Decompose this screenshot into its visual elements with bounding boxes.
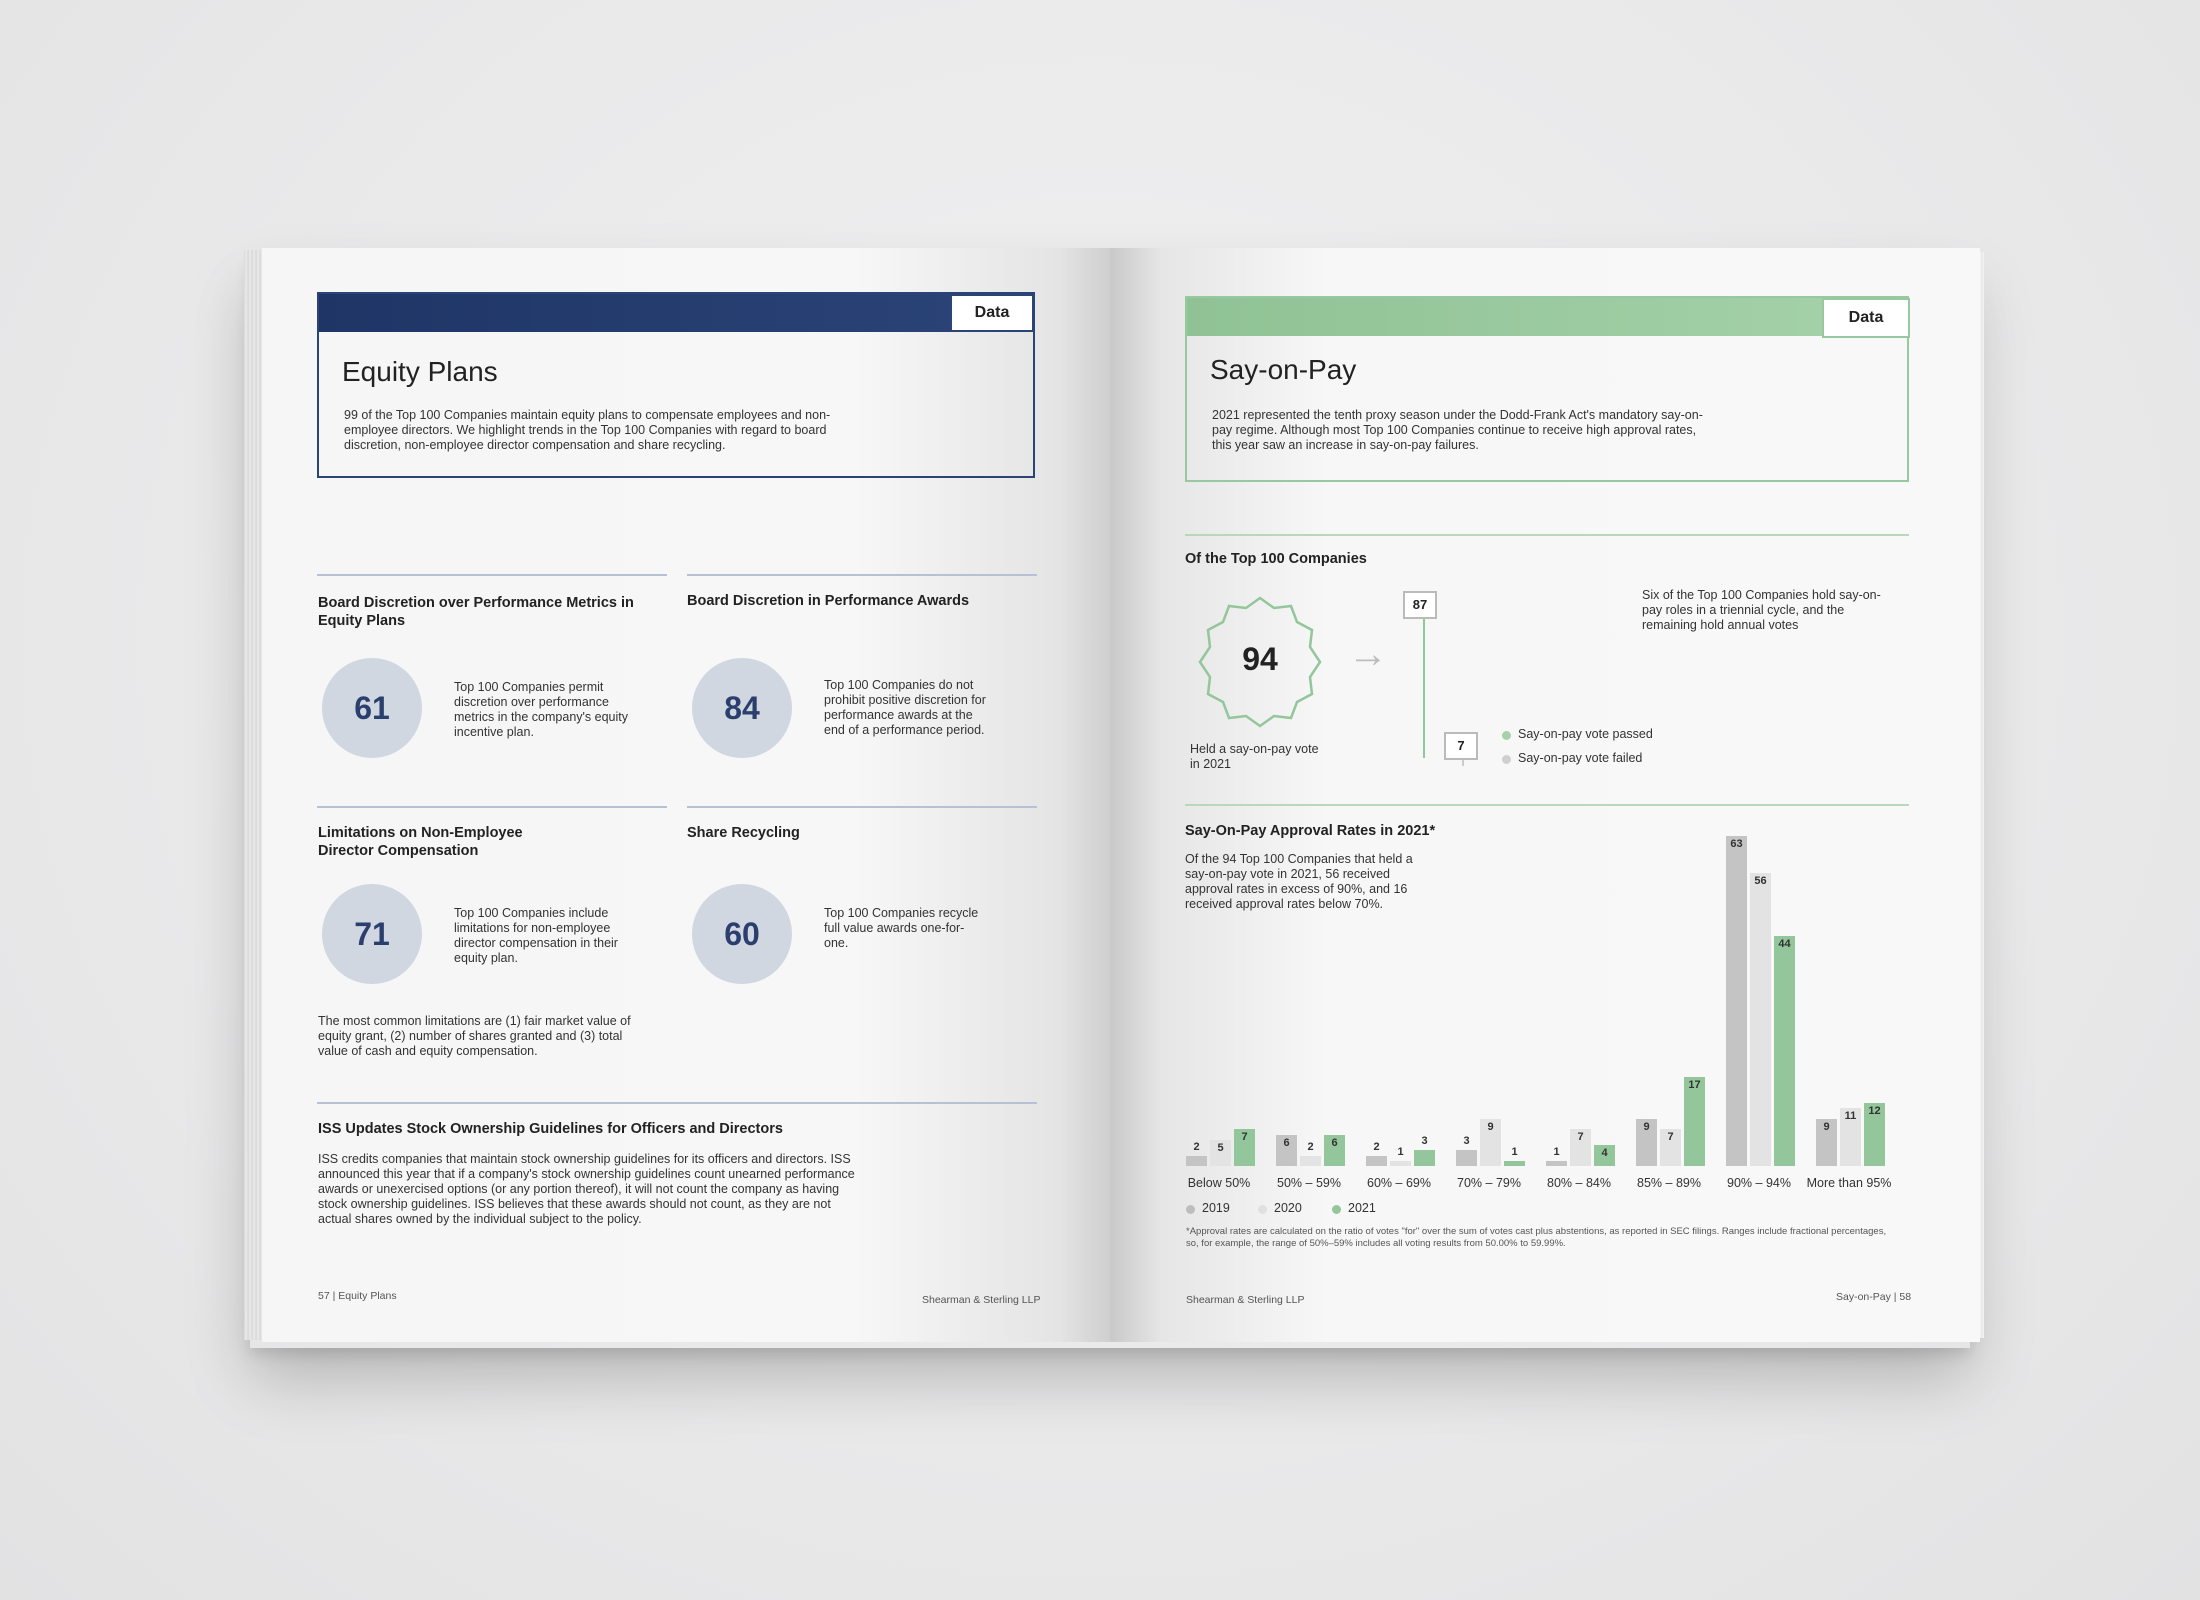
right-page-intro: 2021 represented the tenth proxy season under the Dodd-Frank Act's mandatory say-on-pay regime. Although most Top 100 Companies continue to receive high approval rates, this year saw an increase in say-on-pay failures.: [1212, 408, 1703, 452]
legend-2020-label: 2020: [1274, 1201, 1302, 1215]
bar-label-2019-3: 3: [1463, 1135, 1470, 1148]
bar-2019-3: [1456, 1150, 1477, 1166]
chart-heading: Say-On-Pay Approval Rates in 2021*: [1185, 823, 1436, 839]
bar-2019-2: [1366, 1156, 1387, 1166]
left-footer-firm: Shearman & Sterling LLP: [922, 1294, 1041, 1306]
bar-label-2021-3: 1: [1511, 1145, 1518, 1158]
bar-2019-0: [1186, 1156, 1207, 1166]
legend-2019-dot: [1186, 1205, 1195, 1214]
legend-2020-dot: [1258, 1205, 1267, 1214]
approval-rates-chart: [1110, 248, 1980, 1342]
rule-stat-1: [317, 574, 667, 576]
left-data-tab: Data: [950, 294, 1034, 332]
bar-label-2019-6: 63: [1730, 838, 1743, 850]
left-footer-page: 57 | Equity Plans: [318, 1290, 397, 1302]
stat-2-text: Top 100 Companies do not prohibit positive discretion for performance awards at the end of a performance period.: [824, 678, 986, 737]
bar-label-2019-5: 9: [1643, 1120, 1650, 1133]
left-page-title: Equity Plans: [342, 356, 498, 387]
bar-2020-6: [1750, 873, 1771, 1166]
bar-2019-6: [1726, 836, 1747, 1166]
bar-label-2020-5: 7: [1667, 1131, 1674, 1144]
legend-failed-label: Say-on-pay vote failed: [1518, 751, 1643, 765]
iss-heading: ISS Updates Stock Ownership Guidelines for Officers and Directors: [318, 1121, 783, 1137]
bar-label-2020-1: 2: [1307, 1140, 1314, 1153]
category-label-4: 80% – 84%: [1547, 1176, 1611, 1190]
held-caption: Held a say-on-pay vote in 2021: [1190, 742, 1319, 771]
passed-box: 87: [1403, 591, 1437, 619]
bar-label-2021-7: 12: [1868, 1105, 1881, 1118]
bar-label-2020-4: 7: [1577, 1131, 1584, 1144]
stat-4-text: Top 100 Companies recycle full value awards one-for-one.: [824, 906, 979, 950]
bar-2020-1: [1300, 1156, 1321, 1166]
triennial-note: Six of the Top 100 Companies hold say-on-pay roles in a triennial cycle, and the remaining hold annual votes: [1642, 588, 1881, 632]
right-page: [1110, 248, 1980, 1342]
category-label-7: More than 95%: [1806, 1176, 1892, 1190]
bar-label-2021-4: 4: [1601, 1147, 1608, 1160]
stat-4-heading: Share Recycling: [687, 825, 800, 841]
stat-2-circle: 84: [692, 658, 792, 758]
category-label-6: 90% – 94%: [1727, 1176, 1791, 1190]
chart-intro: Of the 94 Top 100 Companies that held a say-on-pay vote in 2021, 56 received approval rates in excess of 90%, and 16 received approval rates below 70%.: [1185, 852, 1413, 911]
iss-text: ISS credits companies that maintain stock ownership guidelines for its officers and directors. ISS announced this year that if a company's stock ownership guidelines count unearned performance awards or unexercised options (or any portion thereof), it will not count the company as having stock ownership guidelines. ISS believes that these awards should not count, as they are not actual shares owned by the individual subject to the policy.: [318, 1152, 855, 1226]
bar-label-2019-7: 9: [1823, 1120, 1830, 1133]
chart-footnote: *Approval rates are calculated on the ratio of votes "for" over the sum of votes cast plus abstentions, as reported in SEC filings. Ranges include fractional percentages, so, for example, the range of 50%–59% includes all voting results from 50.00% to 59.99%.: [1186, 1226, 1887, 1249]
category-label-3: 70% – 79%: [1457, 1176, 1521, 1190]
rule-iss: [317, 1102, 1037, 1104]
bar-label-2020-6: 56: [1754, 874, 1767, 887]
category-label-0: Below 50%: [1187, 1176, 1251, 1190]
held-value: 94: [1242, 641, 1278, 677]
bar-2020-2: [1390, 1161, 1411, 1166]
top100-heading: Of the Top 100 Companies: [1185, 551, 1367, 567]
bar-2019-4: [1546, 1161, 1567, 1166]
legend-passed-label: Say-on-pay vote passed: [1518, 727, 1653, 741]
limitations-note: The most common limitations are (1) fair market value of equity grant, (2) number of shares granted and (3) total value of cash and equity compensation.: [318, 1014, 631, 1058]
category-label-5: 85% – 89%: [1637, 1176, 1701, 1190]
bar-label-2020-2: 1: [1397, 1145, 1404, 1158]
category-label-1: 50% – 59%: [1277, 1176, 1341, 1190]
rule-stat-4: [687, 806, 1037, 808]
stat-1-heading: Board Discretion over Performance Metrics in Equity Plans: [318, 595, 634, 629]
bar-label-2021-5: 17: [1688, 1078, 1701, 1091]
stat-4-circle: 60: [692, 884, 792, 984]
bar-label-2021-6: 44: [1778, 937, 1791, 950]
stat-3-heading: Limitations on Non-Employee Director Compensation: [318, 825, 523, 859]
bar-label-2021-0: 7: [1241, 1131, 1248, 1144]
bar-label-2021-1: 6: [1331, 1136, 1338, 1149]
bar-label-2019-0: 2: [1193, 1140, 1200, 1153]
bar-label-2019-1: 6: [1283, 1136, 1290, 1149]
right-data-tab: Data: [1822, 298, 1910, 338]
stat-1-circle: 61: [322, 658, 422, 758]
category-label-2: 60% – 69%: [1367, 1176, 1431, 1190]
failed-box: 7: [1444, 732, 1478, 760]
stat-3-circle: 71: [322, 884, 422, 984]
right-footer-firm: Shearman & Sterling LLP: [1186, 1294, 1305, 1306]
bar-label-2020-3: 9: [1487, 1120, 1494, 1133]
left-page-intro: 99 of the Top 100 Companies maintain equity plans to compensate employees and non-employee directors. We highlight trends in the Top 100 Companies with regard to board discretion, non-employee director compensation and share recycling.: [344, 408, 831, 452]
rule-stat-3: [317, 806, 667, 808]
page-edges-left: [244, 250, 264, 1340]
bar-label-2019-4: 1: [1553, 1145, 1560, 1158]
bar-2021-2: [1414, 1150, 1435, 1166]
arrow-icon: →: [1348, 632, 1388, 676]
stat-3-text: Top 100 Companies include limitations for non-employee director compensation in their equity plan.: [454, 906, 618, 965]
bar-2021-3: [1504, 1161, 1525, 1166]
left-page: [262, 248, 1110, 1342]
stat-2-heading: Board Discretion in Performance Awards: [687, 593, 970, 609]
bar-label-2020-7: 11: [1844, 1110, 1857, 1123]
stat-1-text: Top 100 Companies permit discretion over performance metrics in the company's equity incentive plan.: [454, 680, 628, 739]
bar-label-2020-0: 5: [1217, 1141, 1224, 1154]
legend-2021-dot: [1332, 1205, 1341, 1214]
legend-2021-label: 2021: [1348, 1201, 1376, 1215]
right-page-title: Say-on-Pay: [1210, 354, 1357, 385]
right-footer-page: Say-on-Pay | 58: [1836, 1291, 1912, 1303]
bar-label-2021-2: 3: [1421, 1135, 1428, 1148]
bar-label-2019-2: 2: [1373, 1140, 1380, 1153]
rule-stat-2: [687, 574, 1037, 576]
bar-2021-6: [1774, 936, 1795, 1166]
legend-2019-label: 2019: [1202, 1201, 1230, 1215]
